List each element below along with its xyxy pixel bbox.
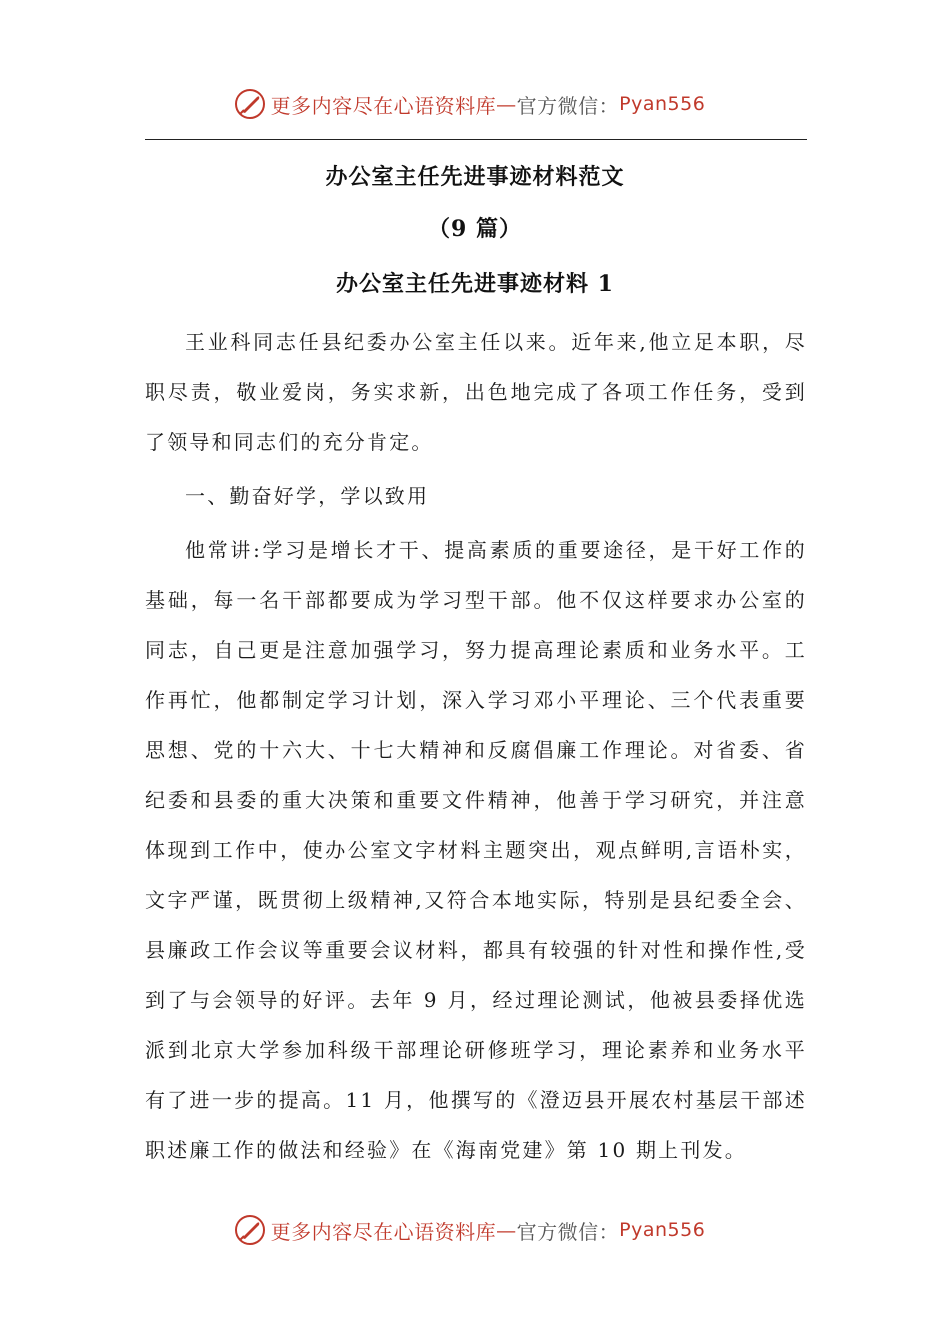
footer-watermark [0,1210,950,1250]
document-title: 办公室主任先进事迹材料范文 [325,164,625,190]
paragraph-body: 他常讲:学习是增长才干、提高素质的重要途径，是干好工作的基础，每一名干部都要成为学习型干部。他不仅这样要求办公室的同志，自己更是注意加强学习，努力提高理论素质和业务水平。工作再忙，他都制定学习计划，深入学习邓小平理论、三个代表重要思想、党的十六大、十七大精神和反腐倡廉工作理论。对省委、省纪委和县委的重大决策和重要文件精神，他善于学习研究，并注意体现到工作中，使办公室文字材料主题突出，观点鲜明,言语朴实，文字严谨，既贯彻上级精神,又符合本地实际，特别是县纪委全会、县廉政工作会议等重要会议材料，都具有较强的针对性和操作性,受到了与会领导的好评。去年 9 月，经过理论测试，他被县委择优选派到北京大学参加科级干部理论研修班学习，理论素养和业务水平有了进一步的提高。11 月，他撰写的《澄迈县开展农村基层干部述职述廉工作的做法和经验》在《海南党建》第 10 期上刊发。 [145,538,807,1162]
header-divider [145,139,807,140]
watermark-wechat-id: Pyan556 [619,1219,706,1241]
watermark-separator: — [496,92,517,116]
watermark-wechat-id: Pyan556 [619,93,706,115]
header-watermark [0,84,950,124]
watermark-brand: 更多内容尽在心语资料库 [270,1219,497,1244]
quill-pen-icon [233,87,267,121]
section-title: 办公室主任先进事迹材料 1 [336,271,614,297]
paragraph-heading: 一、勤奋好学，学以致用 [185,484,430,508]
quill-pen-icon [233,1213,267,1247]
watermark-brand: 更多内容尽在心语资料库 [270,93,497,118]
document-subtitle: （9 篇） [428,216,522,242]
watermark-official-label: 官方微信： [516,93,620,118]
paragraph-intro: 王业科同志任县纪委办公室主任以来。近年来,他立足本职，尽职尽责，敬业爱岗，务实求新，出色地完成了各项工作任务，受到了领导和同志们的充分肯定。 [145,330,807,454]
watermark-official-label: 官方微信： [516,1219,620,1244]
watermark-separator: — [496,1218,517,1242]
document-body [145,317,807,1175]
